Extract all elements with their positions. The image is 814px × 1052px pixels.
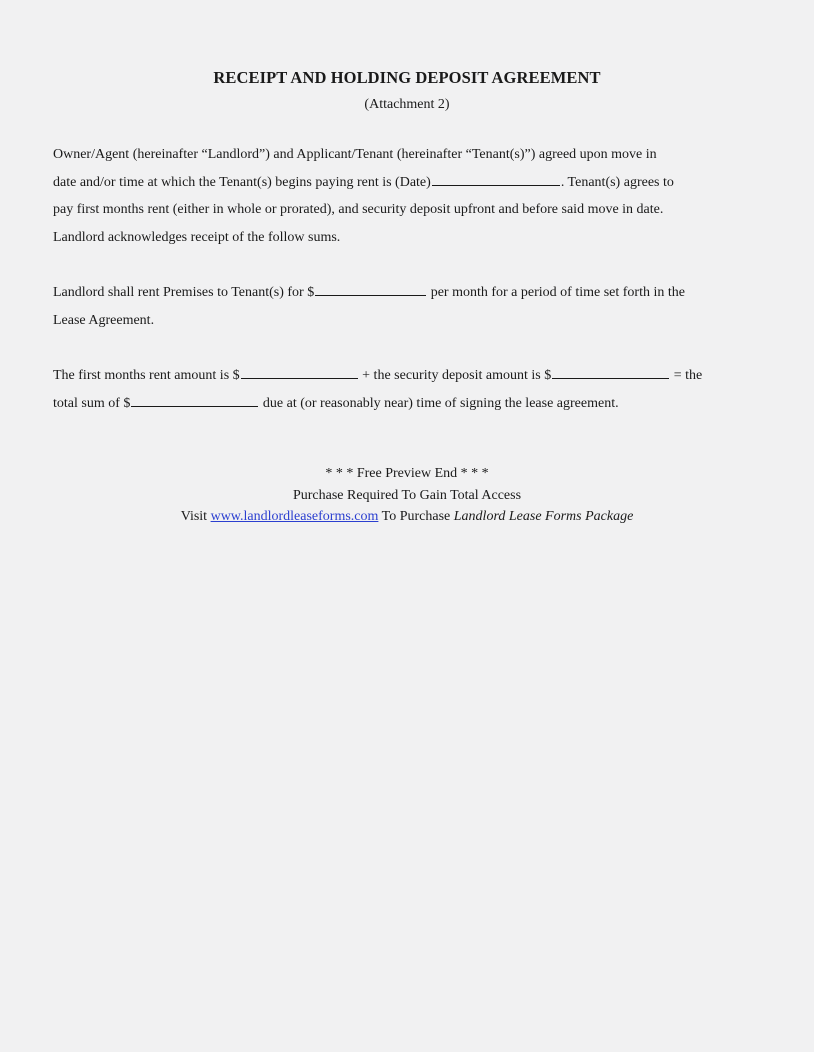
- paragraph-monthly-rent: [53, 279, 773, 334]
- paragraph-move-in: [53, 141, 773, 251]
- package-name: Landlord Lease Forms Package: [453, 509, 634, 524]
- preview-end-text: * * * Free Preview End * * *: [325, 466, 489, 481]
- total-sum-blank[interactable]: [131, 393, 258, 407]
- move-in-date-blank[interactable]: [432, 172, 560, 186]
- paragraph-line: Owner/Agent (hereinafter “Landlord”) and Applicant/Tenant (hereinafter “Tenant(s)”) agreed upon move in: [53, 147, 657, 162]
- document-subtitle: (Attachment 2): [364, 97, 450, 112]
- paragraph-line: pay first months rent (either in whole or prorated), and security deposit upfront and before said move in date.: [53, 202, 664, 217]
- security-deposit-blank[interactable]: [552, 365, 669, 379]
- first-month-rent-blank[interactable]: [241, 365, 358, 379]
- document-title: RECEIPT AND HOLDING DEPOSIT AGREEMENT: [213, 68, 601, 87]
- visit-line: [0, 506, 814, 528]
- paragraph-line: Landlord shall rent Premises to Tenant(s) for $ per month for a period of time set forth in the: [53, 279, 773, 307]
- monthly-rent-blank[interactable]: [315, 282, 426, 296]
- visit-label: Visit: [180, 509, 211, 524]
- paragraph-amounts: [53, 362, 773, 417]
- purchase-required-text: Purchase Required To Gain Total Access: [292, 487, 522, 503]
- paragraph-line: The first months rent amount is $ + the security deposit amount is $ = the: [53, 362, 773, 390]
- paragraph-line: Landlord acknowledges receipt of the follow sums.: [53, 229, 341, 245]
- website-link[interactable]: www.landlordleaseforms.com: [210, 509, 379, 524]
- paragraph-line: total sum of $ due at (or reasonably near) time of signing the lease agreement.: [53, 390, 773, 418]
- preview-notice: [0, 463, 814, 528]
- paragraph-line: Lease Agreement.: [53, 312, 155, 328]
- purchase-label: To Purchase: [378, 509, 454, 524]
- paragraph-line: date and/or time at which the Tenant(s) begins paying rent is (Date) . Tenant(s) agrees to: [53, 169, 773, 197]
